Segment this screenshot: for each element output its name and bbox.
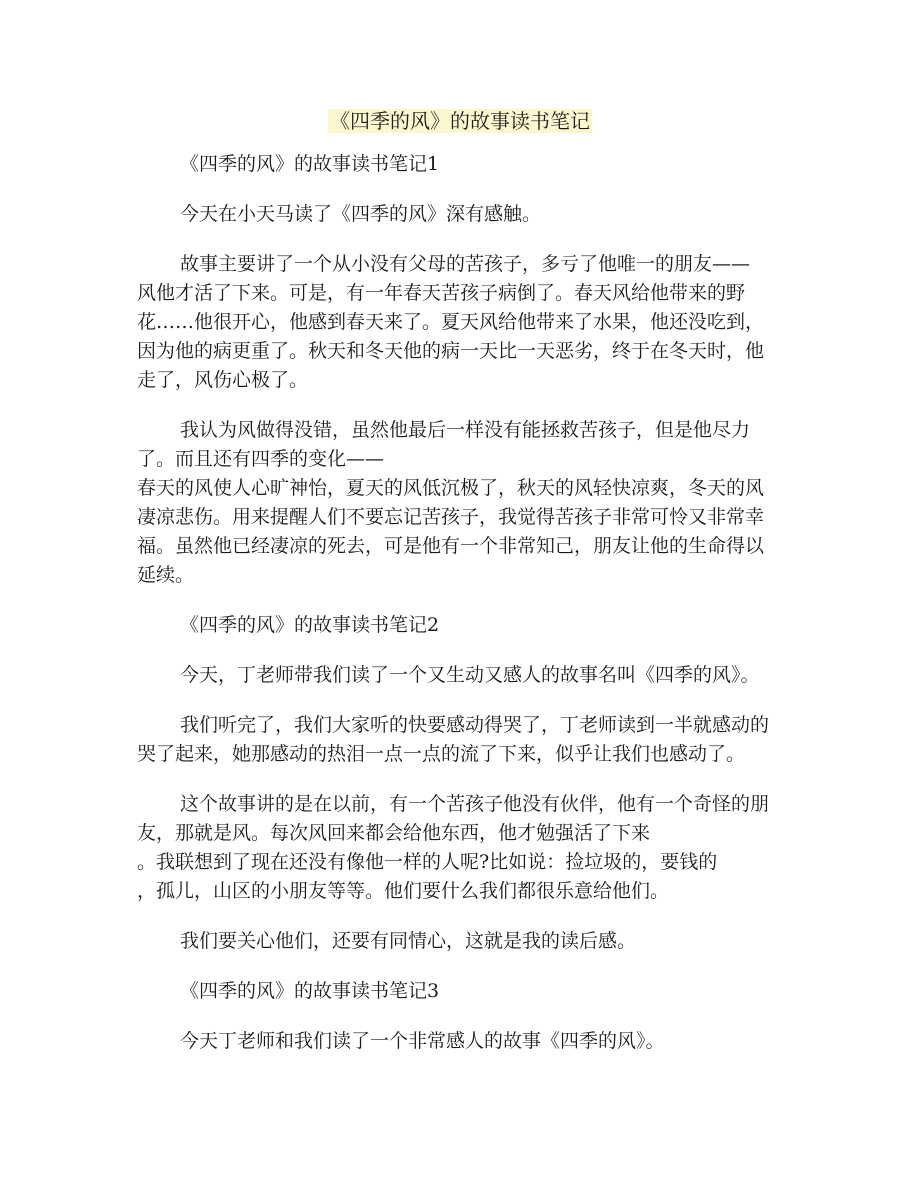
section-heading-2: 《四季的风》的故事读书笔记2: [180, 614, 440, 636]
document-body: [137, 150, 777, 1077]
paragraph: 今天在小天马读了《四季的风》深有感触。: [180, 203, 542, 225]
paragraph: 我们听完了，我们大家听的快要感动得哭了，丁老师读到一半就感动的哭了起来，她那感动的热泪一点一点的流了下来，似乎让我们也感动了。: [137, 714, 770, 765]
paragraph: 今天丁老师和我们读了一个非常感人的故事《四季的风》。: [180, 1030, 665, 1052]
section-heading-1: 《四季的风》的故事读书笔记1: [180, 153, 440, 175]
document-title: [0, 106, 920, 136]
paragraph: 我们要关心他们，还要有同情心，这就是我的读后感。: [180, 930, 637, 952]
paragraph: 我认为风做得没错，虽然他最后一样没有能拯救苦孩子，但是他尽力了。而且还有四季的变化—— 春天的风使人心旷神怡，夏天的风低沉极了，秋天的风轻快凉爽，冬天的风凄凉悲伤。用来提醒人们不要忘记苦孩子，我觉得苦孩子非常可怜又非常幸福。虽然他已经凄凉的死去，可是他有一个非常知己，朋友让他的生命得以延续。: [137, 419, 765, 586]
document-title-text: 《四季的风》的故事读书笔记: [330, 109, 590, 133]
paragraph: 这个故事讲的是在以前，有一个苦孩子他没有伙伴，他有一个奇怪的朋友，那就是风。每次风回来都会给他东西，他才勉强活了下来 。我联想到了现在还没有像他一样的人呢?比如说：捡垃圾的，要钱的 ，孤儿，山区的小朋友等等。他们要什么我们都很乐意给他们。: [137, 793, 770, 902]
section-heading-3: 《四季的风》的故事读书笔记3: [180, 980, 440, 1002]
paragraph: 今天，丁老师带我们读了一个又生动又感人的故事名叫《四季的风》。: [180, 664, 760, 686]
paragraph: 故事主要讲了一个从小没有父母的苦孩子，多亏了他唯一的朋友—— 风他才活了下来。可是，有一年春天苦孩子病倒了。春天风给他带来的野花……他很开心，他感到春天来了。夏天风给他带来了水果，他还没吃到，因为他的病更重了。秋天和冬天他的病一天比一天恶劣，终于在冬天时，他走了，风伤心极了。: [137, 253, 765, 391]
